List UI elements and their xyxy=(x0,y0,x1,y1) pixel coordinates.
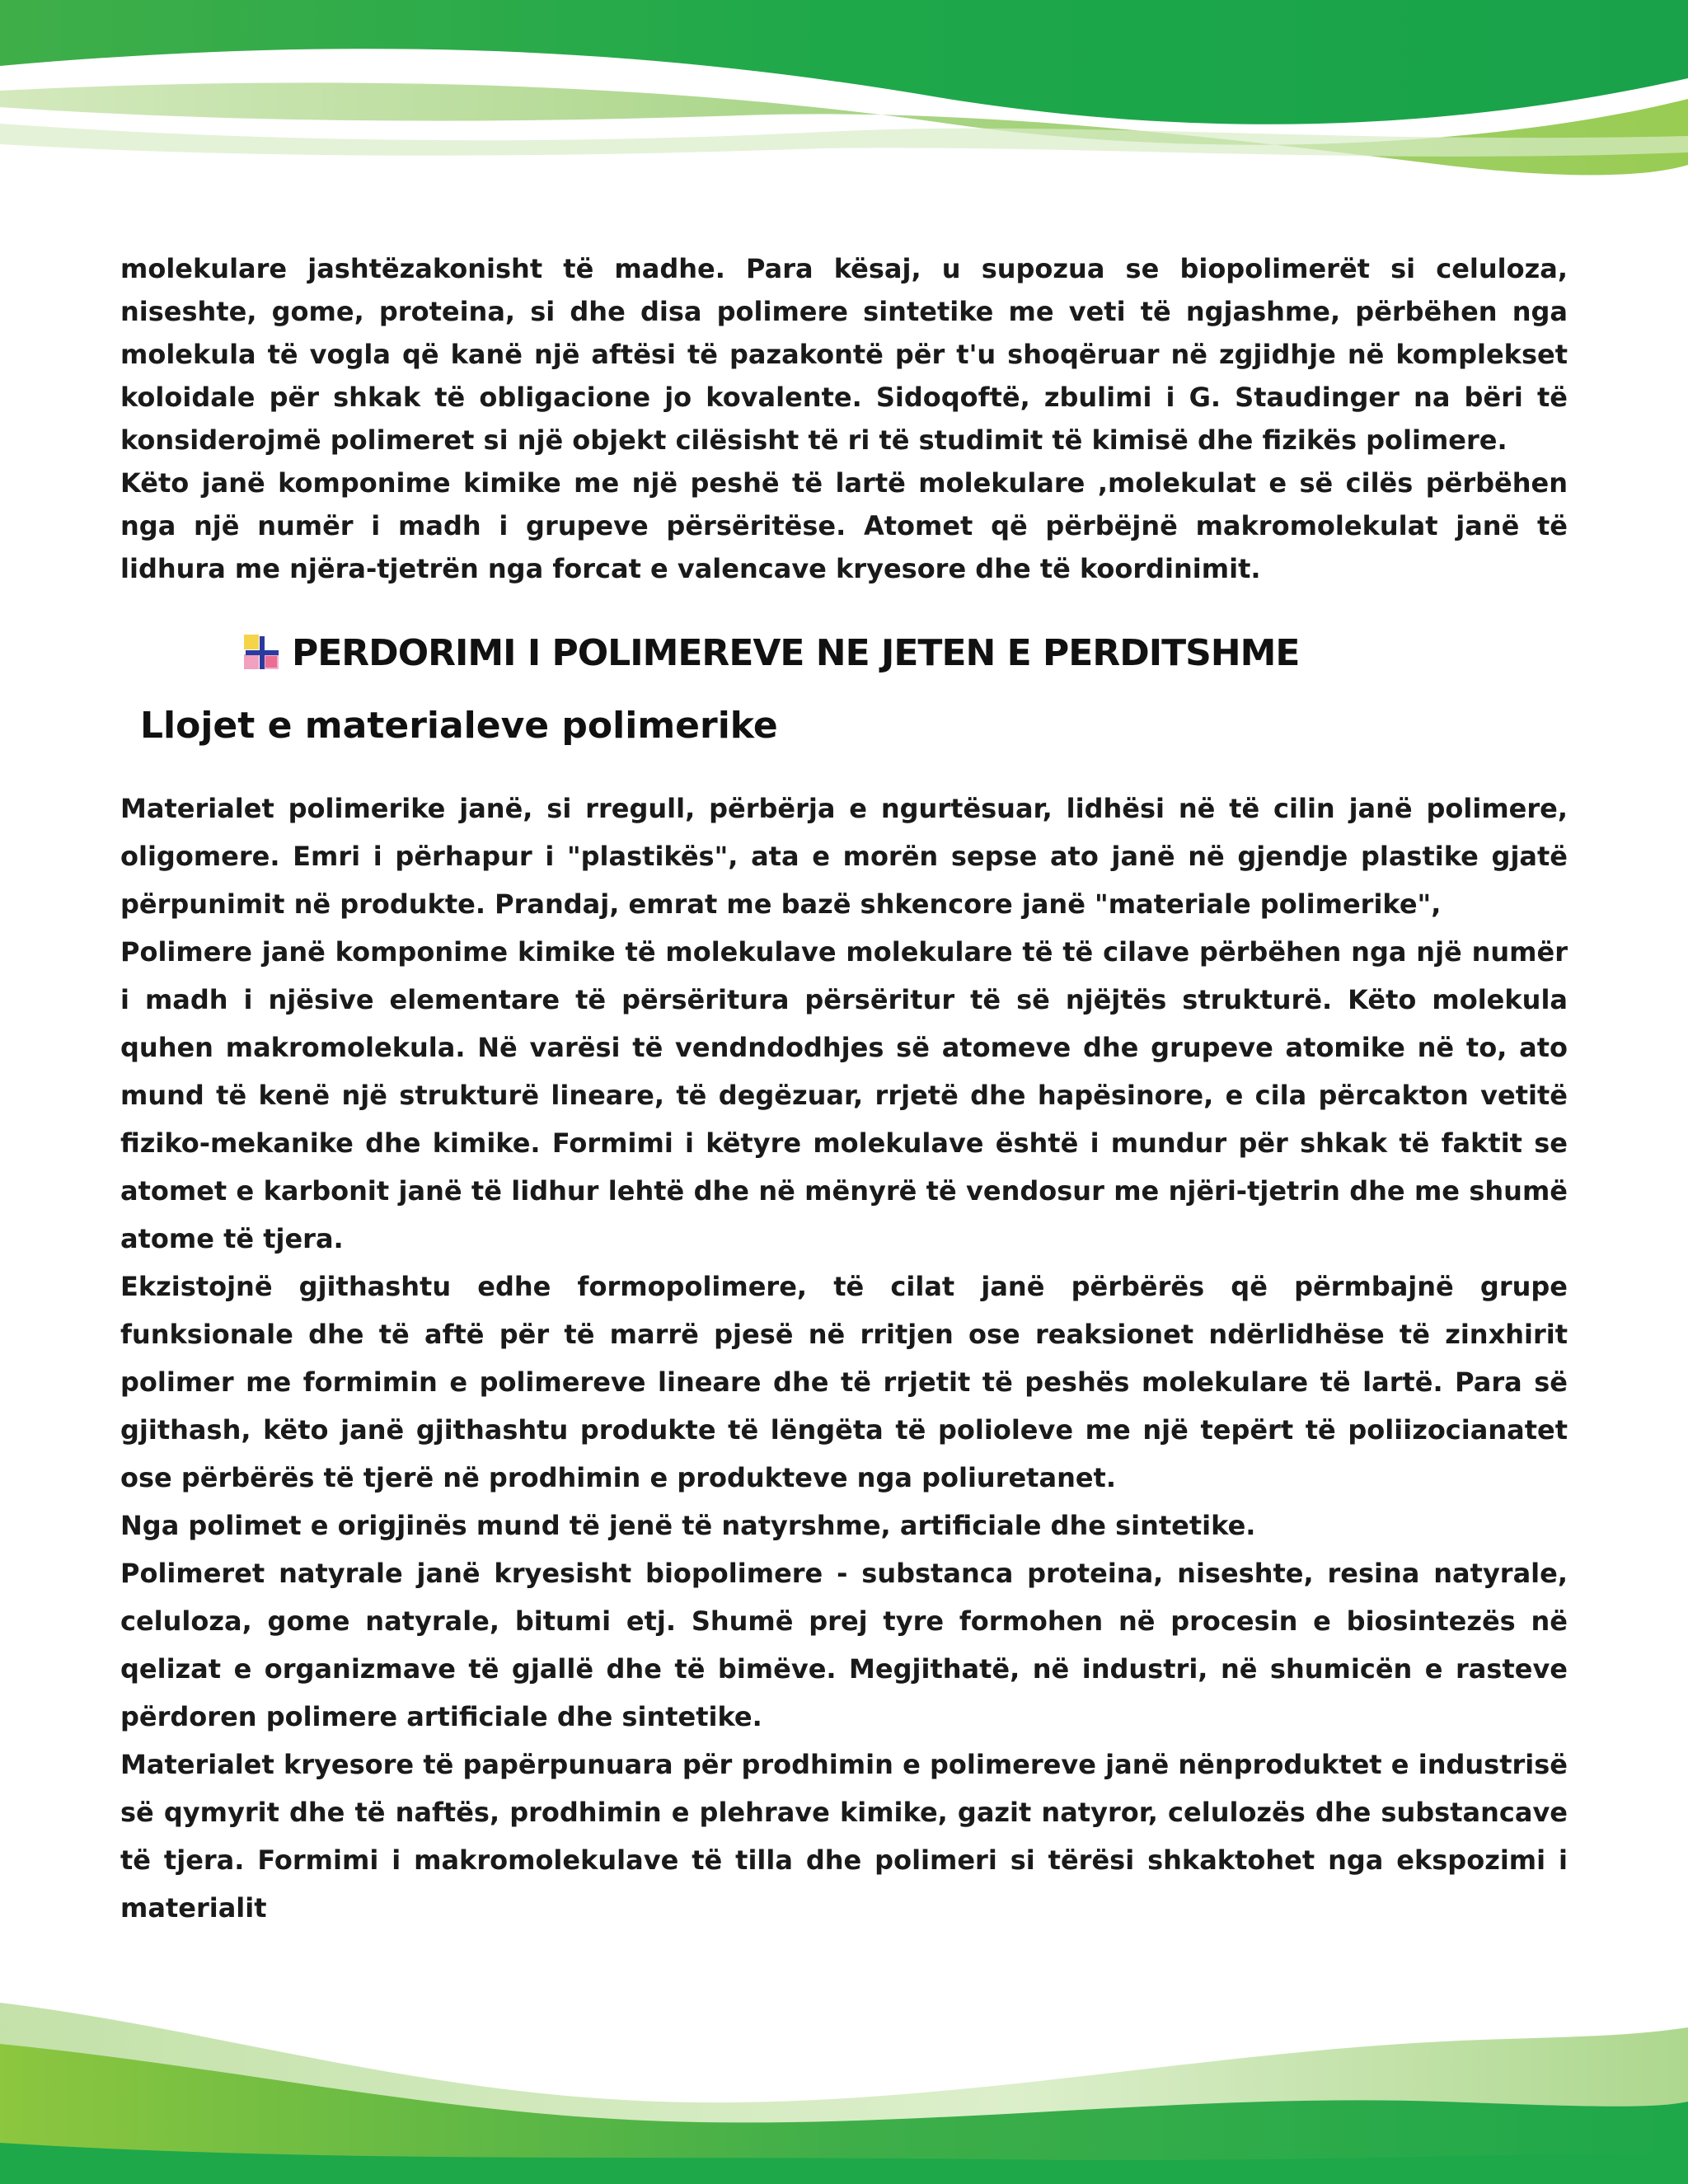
subsection-heading: Llojet e materialeve polimerike xyxy=(140,705,778,747)
bottom-green-wave-decoration xyxy=(0,1978,1688,2184)
color-cross-bullet-icon xyxy=(244,635,280,671)
paragraph-staudinger: molekulare jashtëzakonisht të madhe. Para kësaj, u supozua se biopolimerët si celuloza, niseshte, gome, proteina, si dhe disa polimere sintetike me veti të ngjashme, përbëhen nga molekula të vogla që kanë një aftësi të pazakontë për t'u shoqëruar në zgjidhje në komplekset koloidale për shkak të obligacione jo kovalente. Sidoqoftë, zbulimi i G. Staudinger na bëri të konsiderojmë polimeret si një objekt cilësisht të ri të studimit të kimisë dhe fizikës polimere. xyxy=(120,253,1568,456)
paragraph-formopolymers: Ekzistojnë gjithashtu edhe formopolimere, të cilat janë përbërës që përmbajnë grupe funksionale dhe të aftë për të marrë pjesë në rritjen ose reaksionet ndërlidhëse të zinxhirit polimer me formimin e polimereve lineare dhe të rrjetit të peshës molekulare të lartë. Para së gjithash, këto janë gjithashtu produkte të lëngëta të polioleve me një tepërt të poliizocianatet ose përbërës të tjerë në prodhimin e produkteve nga poliuretanet. xyxy=(120,1271,1568,1493)
section-heading: PERDORIMI I POLIMEREVE NE JETEN E PERDITSHME xyxy=(292,631,1300,674)
paragraph-polymers-definition: Polimere janë komponime kimike të molekulave molekulare të të cilave përbëhen nga një numër i madh i njësive elementare të përsëritura përsëritur të së njëjtës strukturë. Këto molekula quhen makromolekula. Në varësi të vendndodhjes së atomeve dhe grupeve atomike në to, ato mund të kenë një strukturë lineare, të degëzuar, rrjetë dhe hapësinore, e cila përcakton vetitë fiziko-mekanike dhe kimike. Formimi i këtyre molekulave është i mundur për shkak të faktit se atomet e karbonit janë të lidhur lehtë dhe në mënyrë të vendosur me njëri-tjetrin dhe me shumë atome të tjera. xyxy=(120,936,1568,1254)
paragraph-materials: Materialet polimerike janë, si rregull, përbërja e ngurtësuar, lidhësi në të cilin janë polimere, oligomere. Emri i përhapur i "plastikës", ata e morën sepse ato janë në gjendje plastike gjatë përpunimit në produkte. Prandaj, emrat me bazë shkencore janë "materiale polimerike", xyxy=(120,793,1568,920)
paragraph-raw-materials: Materialet kryesore të papërpunuara për prodhimin e polimereve janë nënproduktet e industrisë së qymyrit dhe të naftës, prodhimin e plehrave kimike, gazit natyror, celulozës dhe substancave të tjera. Formimi i makromolekulave të tilla dhe polimeri si tërësi shkaktohet nga ekspozimi i materialit xyxy=(120,1749,1568,1924)
paragraph-macromolecules: Këto janë komponime kimike me një peshë të lartë molekulare ,molekulat e së cilës përbëhen nga një numër i madh i grupeve përsëritëse. Atomet që përbëjnë makromolekulat janë të lidhura me njëra-tjetrën nga forcat e valencave kryesore dhe të koordinimit. xyxy=(120,467,1568,584)
paragraph-origin: Nga polimet e origjinës mund të jenë të natyrshme, artificiale dhe sintetike. xyxy=(120,1510,1256,1541)
document-body-top xyxy=(120,247,1568,590)
paragraph-natural-polymers: Polimeret natyrale janë kryesisht biopolimere - substanca proteina, niseshte, resina natyrale, celuloza, gome natyrale, bitumi etj. Shumë prej tyre formohen në procesin e biosintezës në qelizat e organizmave të gjallë dhe të bimëve. Megjithatë, në industri, në shumicën e rasteve përdoren polimere artificiale dhe sintetike. xyxy=(120,1558,1568,1732)
section-heading-row xyxy=(244,625,1299,681)
document-body-bottom xyxy=(120,785,1568,1932)
top-green-wave-decoration xyxy=(0,0,1688,198)
